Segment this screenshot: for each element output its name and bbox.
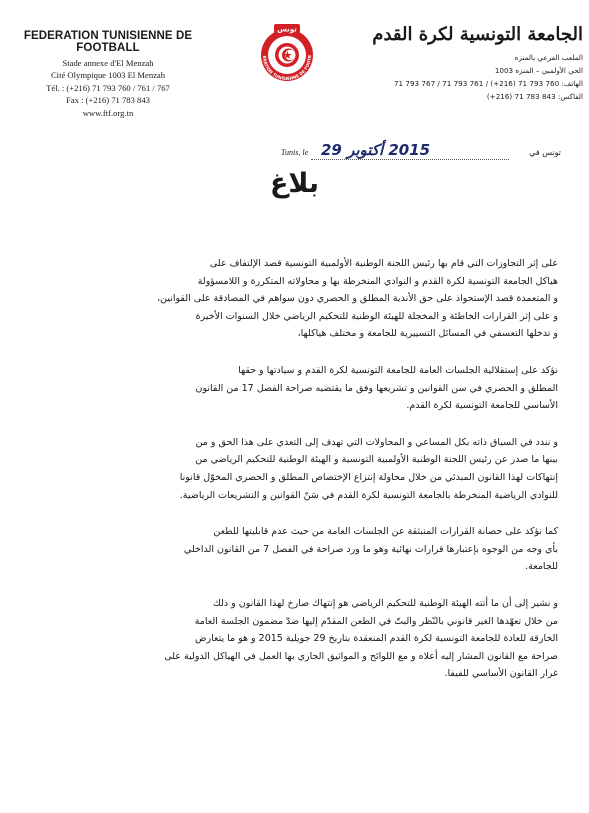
paragraph-2	[28, 362, 558, 415]
ftf-emblem-icon	[254, 20, 320, 86]
paragraph-line: بأي وجه من الوجوه بإعتبارها قرارات نهائية وهو ما ورد صراحة في الفصل 7 من القانون الداخلي	[183, 543, 558, 555]
communique-body	[28, 255, 558, 702]
paragraph-line: المطلق و الحصري في سن القوانين و تشريعها وفق ما يقتضيه صراحة الفصل 17 من القانون	[195, 382, 558, 394]
paragraph-line: صراحة مع القانون المشار إليه أعلاه و مع اللوائح و المواثيق الجاري بها العمل في الهياكل الدولية على	[164, 650, 558, 662]
paragraph-line: نؤكد على إستقلالية الجلسات العامة للجامعة التونسية لكرة القدم و سيادتها و حقها	[238, 364, 558, 376]
fax-line-fr: Fax : (+216) 71 783 843	[66, 95, 150, 106]
paragraph-line: كما نؤكد على حصانة القرارات المنبثقة عن الجلسات العامة من حيث عدم قابليتها للطعن	[213, 526, 558, 538]
federation-logo	[254, 20, 320, 86]
logo-ring-text: ERATION TUNISIENNE DE FOOTB	[261, 54, 313, 82]
paragraph-1	[28, 255, 558, 343]
phone-line-fr: Tél. : (+216) 71 793 760 / 761 / 767	[46, 82, 170, 93]
paragraph-line: على إثر التجاوزات التي قام بها رئيس اللجنة الوطنية الأولمبية التونسية قصد الإلتفاف على	[209, 258, 558, 269]
paragraph-line: الخارقة للعادة للجامعة التونسية لكرة القدم المنعقدة بتاريخ 29 جويلية 2015 و هو ما يتعارض	[195, 633, 558, 645]
communique-title: بلاغ	[269, 168, 320, 199]
paragraph-line: غرار القانون الأساسي للفيفا.	[444, 668, 558, 680]
date-dotted-line	[311, 159, 509, 160]
paragraph-line: و على إثر القرارات الخاطئة و المخجلة للهيئة الوطنية للتحكيم الرياضي خلال السنوات الأخيرة	[195, 310, 558, 322]
paragraph-line: و المتعمدة قصد الإستحواذ على حق الأندية المطلق و الحصري دون سواهم في المصادقة على القوانين،	[157, 293, 558, 305]
address-line-ar-2: الحي الأولمبي – المنزه 1003	[494, 66, 583, 75]
federation-name-ar: الجامعة التونسية لكرة القدم	[372, 24, 583, 45]
paragraph-line: و تدخلها التعسفي في المسائل التسييرية للجامعة و مختلف هياكلها،	[297, 328, 558, 340]
paragraph-line: بينها ما صدر عن رئيس اللجنة الوطنية الأولمبية التونسية و الهيئة الوطنية للتحكيم الرياضي من	[195, 454, 558, 466]
paragraph-line: هياكل الجامعة التونسية لكرة القدم و النوادي المنخرطة بها و محاولاته المتكررة و اللامسؤولة	[197, 275, 558, 287]
logo-top-text: تونس	[277, 25, 297, 34]
federation-name-fr: FEDERATION TUNISIENNE DE FOOTBALL	[23, 30, 193, 54]
date-label-fr: Tunis, le	[281, 148, 309, 157]
address-line-city: Cité Olympique 1003 El Menzah	[50, 70, 166, 81]
paragraph-4	[28, 523, 558, 576]
letterhead-arabic	[351, 24, 583, 103]
paragraph-line: الأساسي للجامعة التونسية لكرة القدم.	[406, 400, 558, 412]
paragraph-3	[28, 434, 558, 504]
address-line-stadium: Stade annexe d'El Menzah	[62, 58, 154, 68]
paragraph-line: و نندد في السياق ذاته بكل المساعي و المحاولات التي تهدف إلى التعدي على هذا الحق و من	[195, 436, 558, 448]
paragraph-5	[28, 595, 558, 683]
date-line	[281, 140, 561, 166]
website-line: www.ftf.org.tn	[82, 107, 134, 118]
paragraph-line: من خلال تعهّدها الغير قانوني بالنّظر والبتّ في الطعن المقدّم إليها ضدّ مضمون الجلسة العامة	[194, 615, 558, 627]
handwritten-date: 2015 أكتوبر 29	[321, 141, 431, 159]
paragraph-line: للنوادي الرياضية المنخرطة بالجامعة التونسية لكرة القدم في سَنّ القوانين و التشريعات الرياضية.	[179, 489, 558, 501]
paragraph-line: إنتهاكات لهذا القانون المبدئي من خلال محاولة إنتزاع الإختصاص المطلق و الحصري المخوّل قانونا	[179, 471, 558, 483]
address-line-ar-1: الملعب الفرعي بالمنزه	[514, 53, 583, 62]
date-label-ar: تونس في	[529, 148, 561, 157]
fax-line-ar: الفاكس: 843 783 71 (216+)	[486, 92, 583, 101]
paragraph-line: للجامعة.	[525, 561, 558, 573]
paragraph-line: و نشير إلى أن ما أتته الهيئة الوطنية للتحكيم الرياضي هو إنتهاك صارخ لهذا القانون و ذلك	[212, 597, 558, 609]
phone-line-ar: الهاتف: 760 793 71 (216+) / 761 793 71 / 767 793 71	[393, 79, 583, 88]
letterhead-french	[0, 30, 216, 119]
